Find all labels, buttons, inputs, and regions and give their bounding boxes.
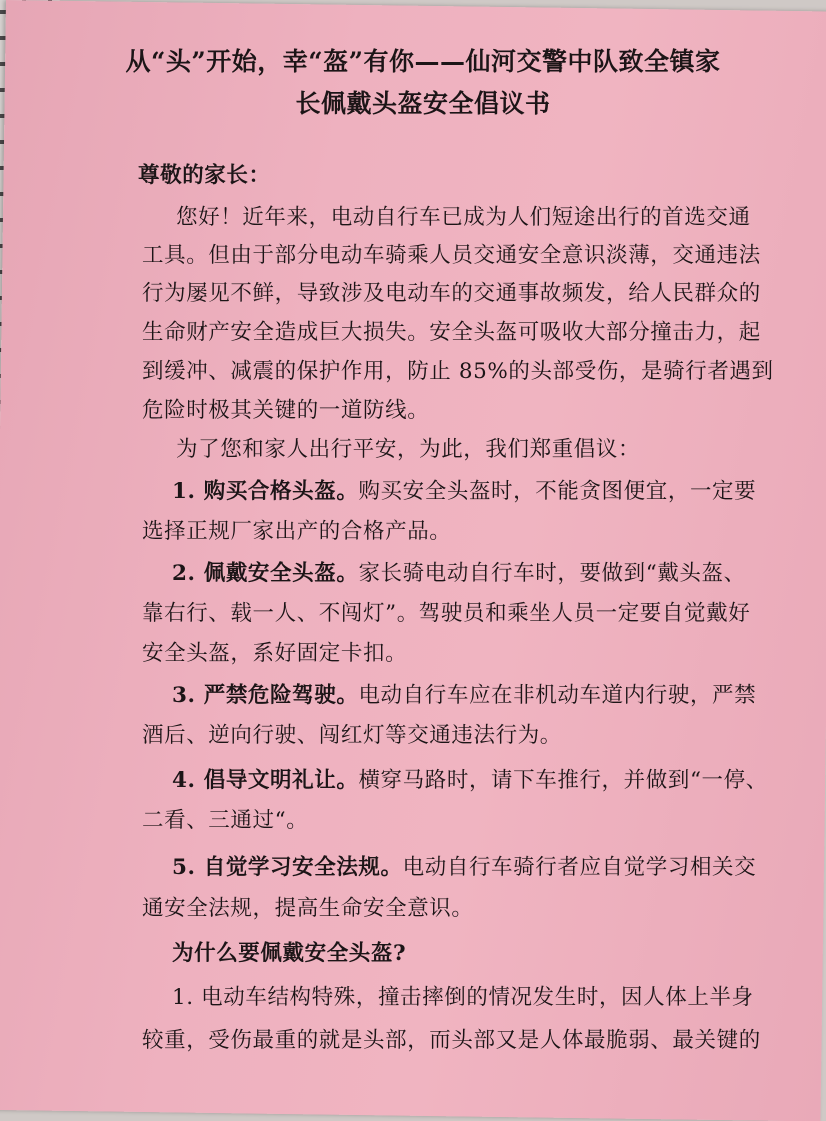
proposal-item: [172, 763, 768, 794]
intro-line: 行为屡见不鲜，导致涉及电动车的交通事故频发，给人民群众的: [142, 281, 761, 306]
proposal-item: [172, 474, 756, 505]
intro-line: 到缓冲、减震的保护作用，防止 85%的头部受伤，是骑行者遇到: [142, 359, 774, 384]
proposal-text: 安全头盔，系好固定卡扣。: [142, 641, 408, 666]
proposal-heading: 5. 自觉学习安全法规。: [172, 855, 403, 880]
intro-line: 为了您和家人出行平安，为此，我们郑重倡议：: [176, 437, 641, 462]
why-line: 较重，受伤最重的就是头部，而头部又是人体最脆弱、最关键的: [142, 1028, 761, 1053]
proposal-text: 电动自行车骑行者应自觉学习相关交: [402, 855, 757, 880]
proposal-text: 购买安全头盔时，不能贪图便宜，一定要: [358, 479, 757, 504]
intro-line: 生命财产安全造成巨大损失。安全头盔可吸收大部分撞击力，起: [142, 320, 761, 345]
salutation: 尊敬的家长：: [138, 163, 271, 188]
proposal-text: 横穿马路时，请下车推行，并做到“一停、: [358, 768, 768, 793]
proposal-text: 二看、三通过“。: [142, 808, 309, 833]
intro-line: 您好！近年来，电动自行车已成为人们短途出行的首选交通: [176, 205, 751, 230]
proposal-text: 家长骑电动自行车时，要做到“戴头盔、: [358, 561, 746, 586]
intro-line: 危险时极其关键的一道防线。: [142, 398, 430, 423]
why-line: 1. 电动车结构特殊，撞击摔倒的情况发生时，因人体上半身: [172, 985, 754, 1010]
section-heading: 为什么要佩戴安全头盔?: [172, 941, 407, 966]
proposal-heading: 2. 佩戴安全头盔。: [172, 561, 359, 586]
proposal-heading: 1. 购买合格头盔。: [172, 479, 359, 504]
proposal-text: 电动自行车应在非机动车道内行驶，严禁: [358, 683, 757, 708]
proposal-text: 酒后、逆向行驶、闯红灯等交通违法行为。: [142, 723, 562, 748]
proposal-heading: 3. 严禁危险驾驶。: [172, 683, 359, 708]
proposal-heading: 4. 倡导文明礼让。: [172, 768, 359, 793]
proposal-text: 靠右行、载一人、不闯灯”。驾驶员和乘坐人员一定要自觉戴好: [142, 601, 751, 626]
title-line-2: 长佩戴头盔安全倡议书: [295, 89, 551, 118]
title-line-1: 从“头”开始，幸“盔”有你——仙河交警中队致全镇家: [125, 47, 721, 76]
proposal-item: [172, 556, 746, 587]
proposal-text: 通安全法规，提高生命安全意识。: [142, 896, 474, 921]
proposal-item: [172, 850, 756, 881]
intro-line: 工具。但由于部分电动车骑乘人员交通安全意识淡薄，交通违法: [142, 243, 761, 268]
proposal-item: [172, 678, 756, 709]
proposal-text: 选择正规厂家出产的合格产品。: [142, 519, 452, 544]
